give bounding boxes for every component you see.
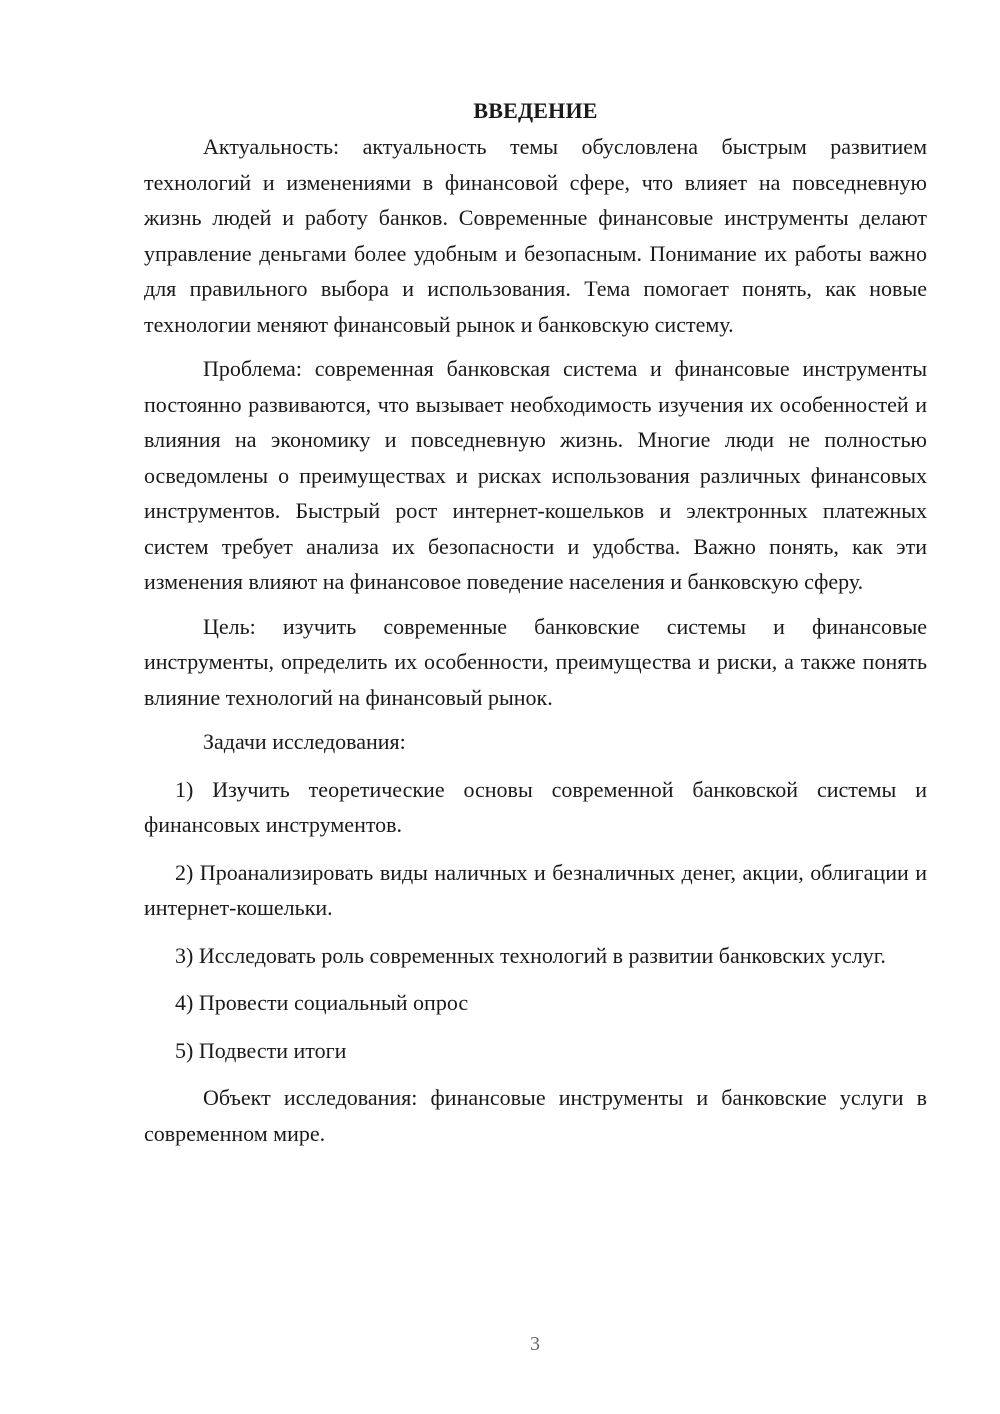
object-paragraph: Объект исследования: финансовые инструменты и банковские услуги в современном мире. [144, 1085, 927, 1146]
task-item-3: 3) Исследовать роль современных технологий в развитии банковских услуг. [175, 942, 886, 968]
goal-paragraph: Цель: изучить современные банковские системы и финансовые инструменты, определить их особенности, преимущества и риски, а также понять влияние технологий на финансовый рынок. [144, 613, 927, 710]
page-title: ВВЕДЕНИЕ [473, 98, 598, 123]
task-item-1: 1) Изучить теоретические основы современной банковской системы и финансовых инструментов. [144, 776, 927, 837]
document-page [144, 93, 927, 1160]
page-number: 3 [530, 1333, 540, 1355]
task-item-5: 5) Подвести итоги [175, 1037, 347, 1063]
tasks-heading: Задачи исследования: [203, 729, 406, 754]
task-item-2: 2) Проанализировать виды наличных и безналичных денег, акции, облигации и интернет-кошельки. [144, 859, 927, 920]
relevance-paragraph: Актуальность: актуальность темы обусловлена быстрым развитием технологий и изменениями в финансовой сфере, что влияет на повседневную жизнь людей и работу банков. Современные финансовые инструменты делают управление деньгами более удобным и безопасным. Понимание их работы важно для правильного выбора и использования. Тема помогает понять, как новые технологии меняют финансовый рынок и банковскую систему. [144, 134, 927, 337]
task-item-4: 4) Провести социальный опрос [175, 990, 469, 1015]
problem-paragraph: Проблема: современная банковская система и финансовые инструменты постоянно развиваются, что вызывает необходимость изучения их особенностей и влияния на экономику и повседневную жизнь. Многие люди не полностью осведомлены о преимуществах и рисках использования различных финансовых инструментов. Быстрый рост интернет-кошельков и электронных платежных систем требует анализа их безопасности и удобства. Важно понять, как эти изменения влияют на финансовое поведение населения и банковскую сферу. [144, 356, 927, 594]
